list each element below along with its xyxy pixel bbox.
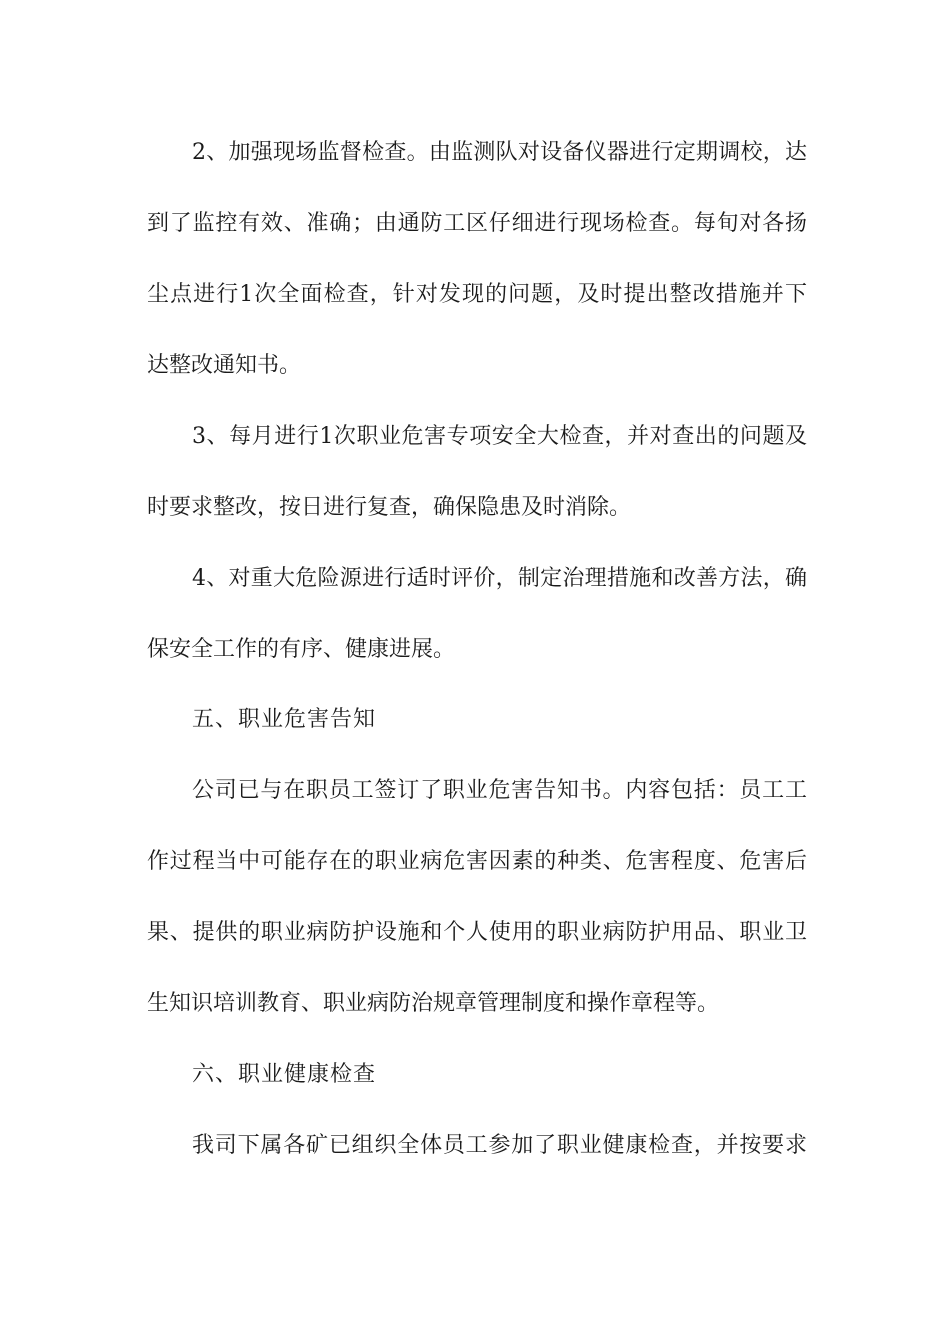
section-5-line-3: 果、提供的职业病防护设施和个人使用的职业病防护用品、职业卫 [147,920,807,945]
paragraph-4-line-2: 保安全工作的有序、健康进展。 [147,637,456,662]
section-6-line-1: 我司下属各矿已组织全体员工参加了职业健康检查，并按要求 [192,1133,807,1158]
paragraph-2-line-3: 尘点进行1次全面检查，针对发现的问题，及时提出整改措施并下 [147,282,807,307]
section-5-line-2: 作过程当中可能存在的职业病危害因素的种类、危害程度、危害后 [147,849,807,874]
section-6-heading: 六、职业健康检查 [192,1062,377,1087]
section-5-heading: 五、职业危害告知 [192,707,377,732]
paragraph-2-line-2: 到了监控有效、准确；由通防工区仔细进行现场检查。每旬对各扬 [147,211,807,236]
section-5-line-1: 公司已与在职员工签订了职业危害告知书。内容包括：员工工 [192,778,807,803]
paragraph-3-line-1: 3、每月进行1次职业危害专项安全大检查，并对查出的问题及 [192,424,807,449]
section-5-line-4: 生知识培训教育、职业病防治规章管理制度和操作章程等。 [147,991,720,1016]
paragraph-4-line-1: 4、对重大危险源进行适时评价，制定治理措施和改善方法，确 [192,566,807,591]
paragraph-2-line-1: 2、加强现场监督检查。由监测队对设备仪器进行定期调校，达 [192,140,807,165]
paragraph-2-line-4: 达整改通知书。 [147,353,302,378]
paragraph-3-line-2: 时要求整改，按日进行复查，确保隐患及时消除。 [147,495,632,520]
